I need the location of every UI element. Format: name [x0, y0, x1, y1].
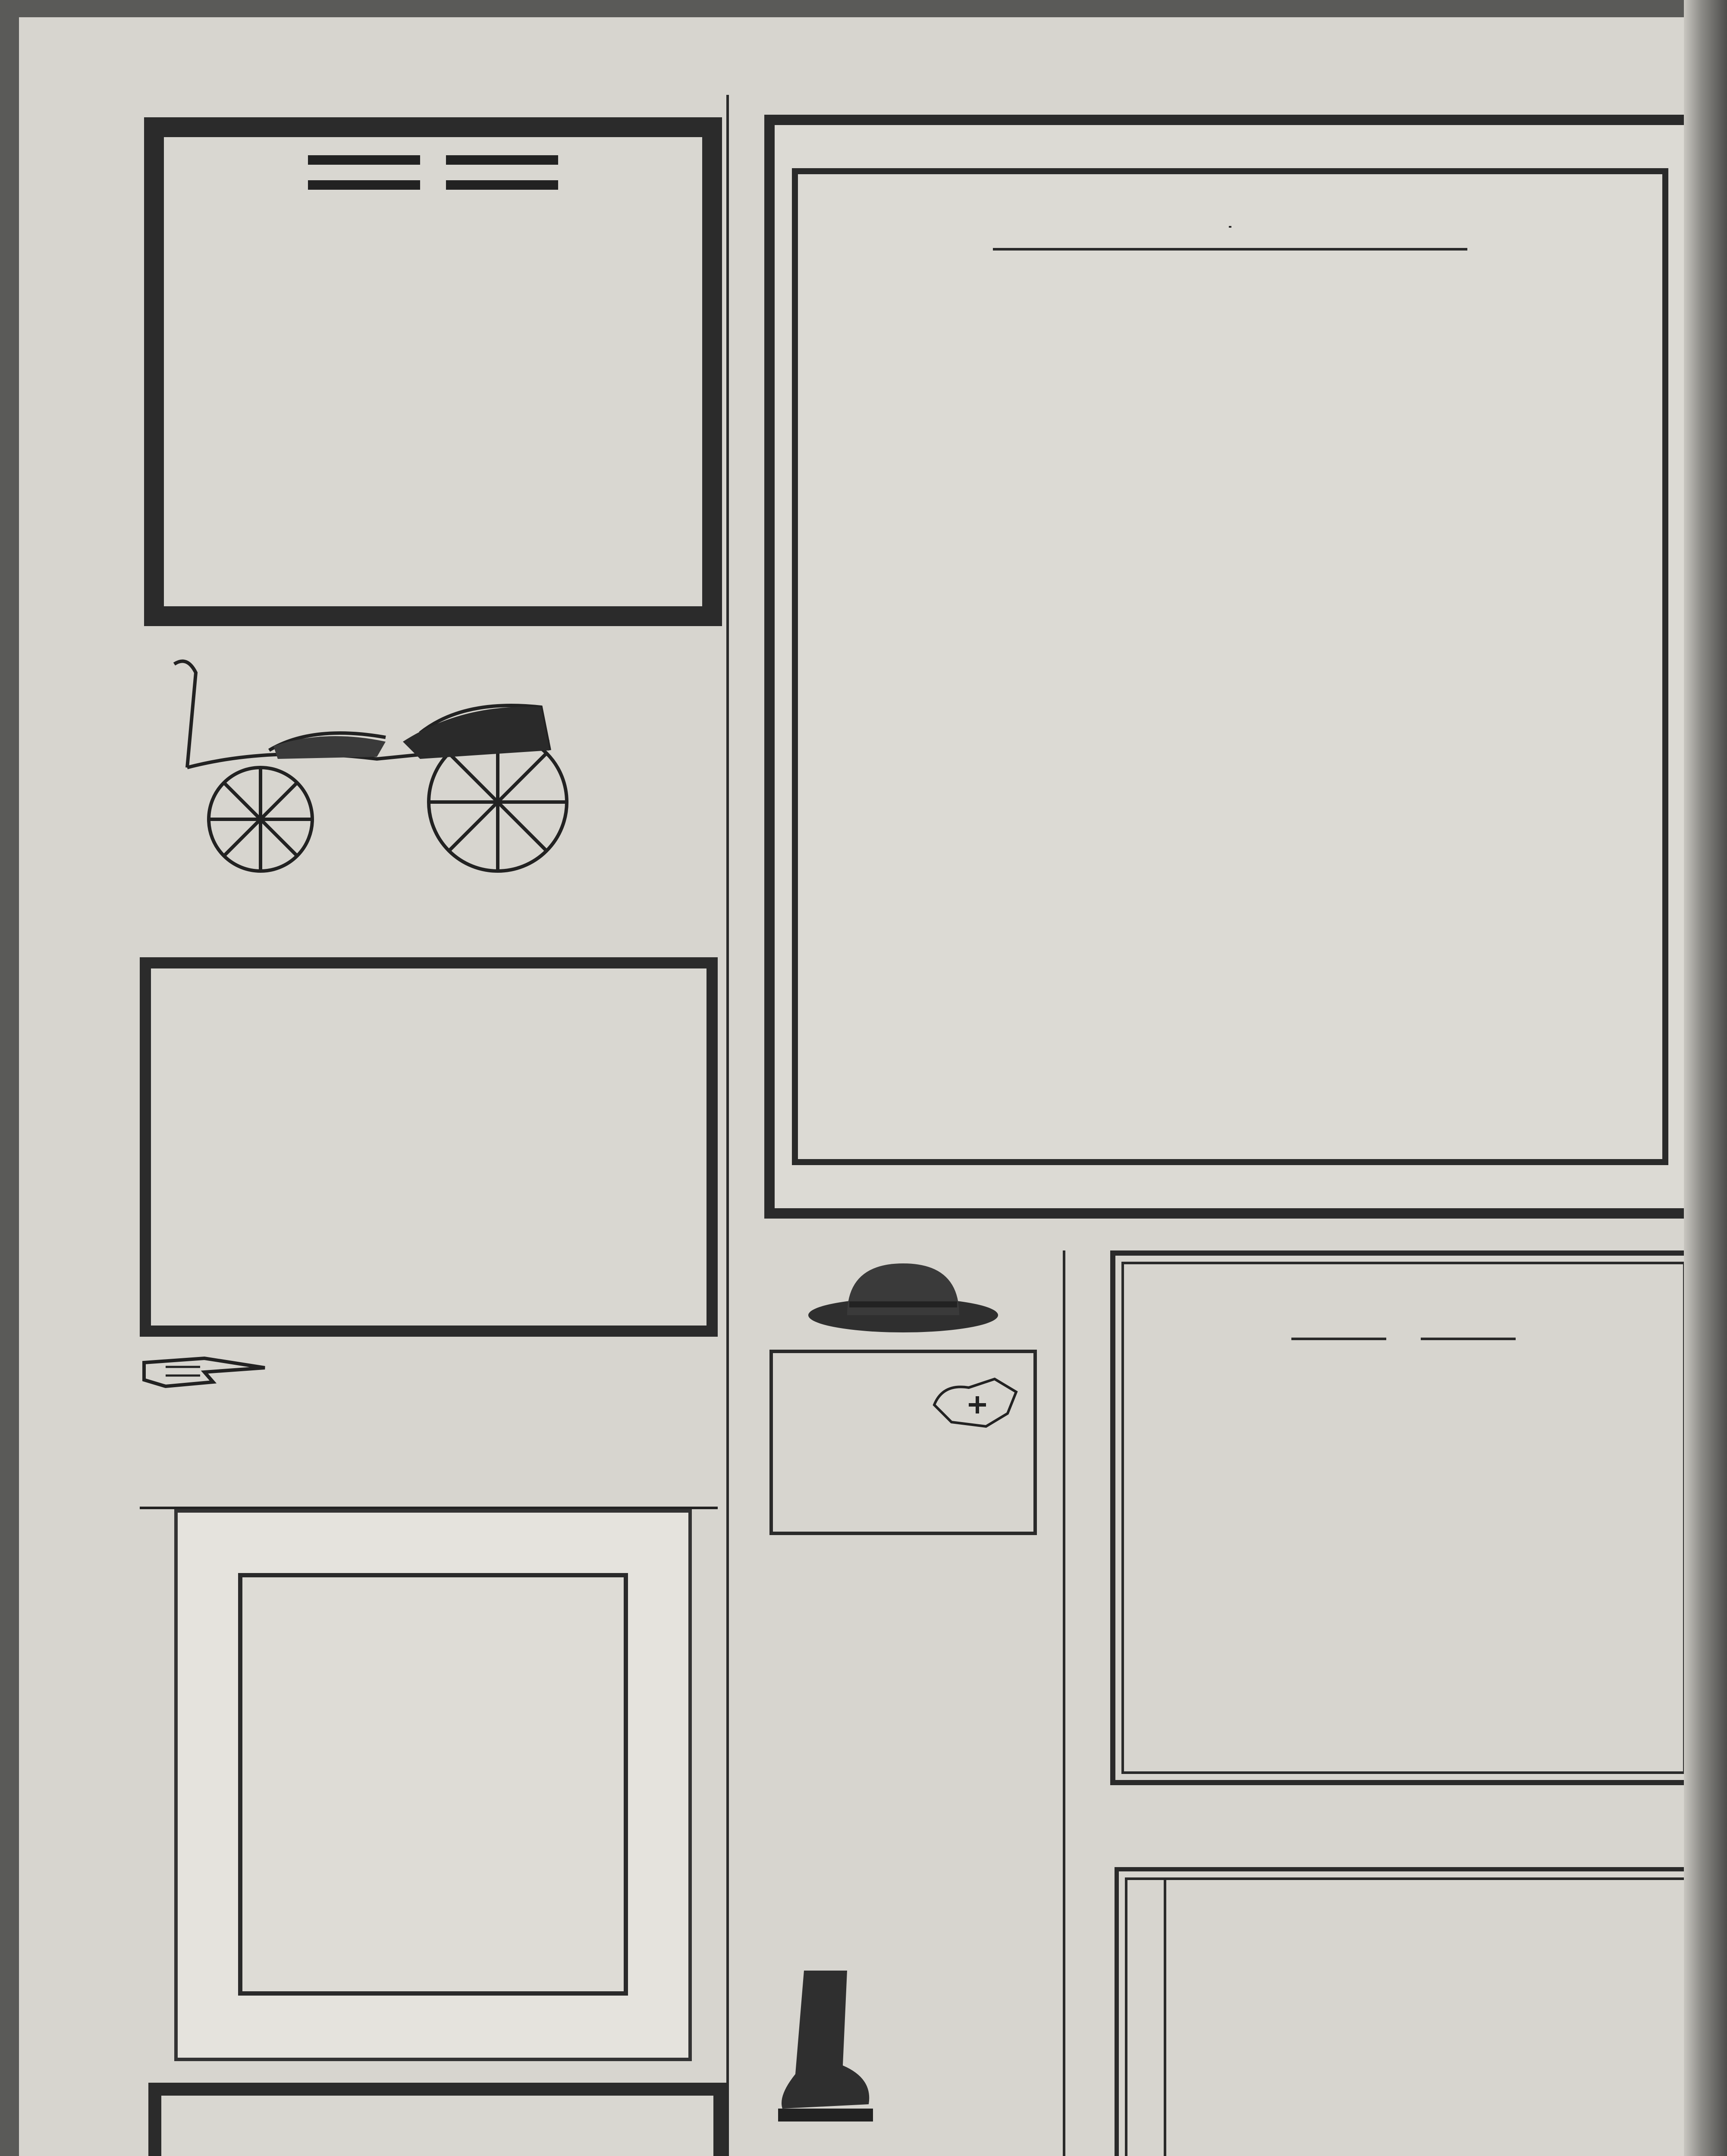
pointing-hand-icon	[140, 1345, 269, 1393]
carriage-illustration	[161, 638, 619, 880]
page-edge	[1684, 0, 1727, 2156]
ornament-bar-right	[446, 155, 558, 190]
ad-lehnkering	[1115, 1867, 1697, 2156]
nordland-box	[769, 1350, 1037, 1535]
column-rule	[726, 95, 729, 2156]
column-rule	[1063, 1250, 1065, 2156]
ad-edelweiss	[148, 2083, 726, 2156]
ornament-bar-left	[308, 155, 420, 190]
hat-icon	[804, 1250, 1002, 1337]
ad-makulatur	[1110, 1802, 1697, 1863]
bank-services-right	[1261, 226, 1615, 228]
ad-wempe	[140, 957, 718, 1337]
lehn-side-banner	[1127, 1880, 1166, 2156]
divider	[1291, 1338, 1386, 1340]
bank-services-left	[845, 226, 1199, 228]
divider	[1421, 1338, 1516, 1340]
ad-mohra	[174, 1509, 692, 2061]
divider	[1229, 226, 1231, 228]
ornament-rule	[798, 245, 1662, 254]
boot-icon	[774, 1966, 873, 2130]
ad-schulte	[761, 1250, 1046, 2044]
ad-willenbrink	[144, 117, 722, 626]
ad-arck	[761, 1932, 1046, 2156]
newspaper-page	[19, 17, 1684, 2156]
ad-deutsche-nationalbank	[764, 115, 1696, 1219]
nur-heading	[166, 155, 700, 190]
ad-hammann	[135, 634, 722, 953]
ad-nahmaschinen	[140, 1345, 718, 1509]
ad-gehrels	[1110, 1250, 1697, 1785]
cat-pelt-icon	[926, 1366, 1025, 1444]
